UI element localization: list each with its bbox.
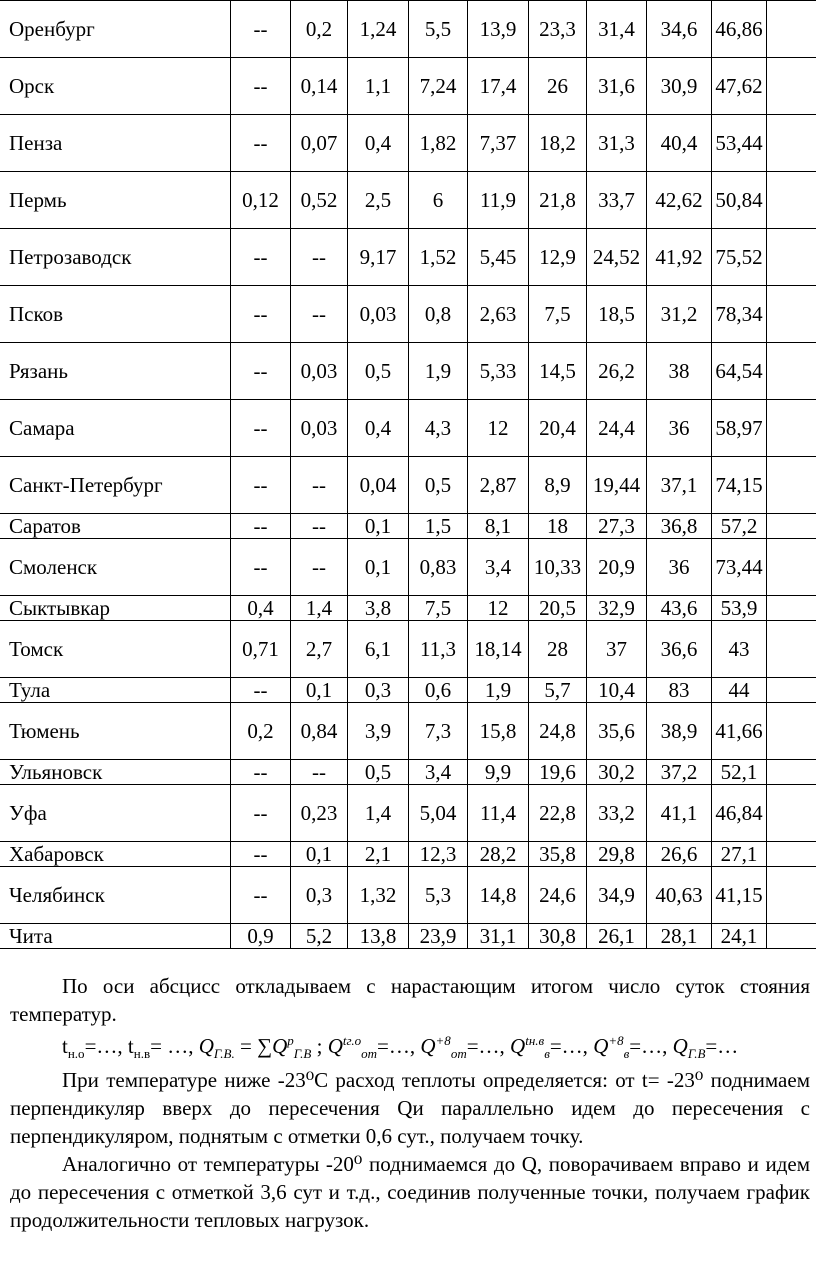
- value-cell: 21,8: [529, 172, 587, 229]
- formula-sup: +8: [435, 1033, 451, 1048]
- formula-text: =…,: [466, 1034, 511, 1058]
- empty-cell: [767, 457, 816, 514]
- value-cell: 6,1: [348, 621, 409, 678]
- empty-cell: [767, 400, 816, 457]
- empty-cell: [767, 115, 816, 172]
- value-cell: 0,07: [291, 115, 348, 172]
- value-cell: 24,52: [587, 229, 647, 286]
- value-cell: --: [291, 514, 348, 539]
- city-cell: Рязань: [0, 343, 231, 400]
- value-cell: 36: [647, 539, 712, 596]
- value-cell: --: [231, 343, 291, 400]
- formula-q: Q: [593, 1034, 609, 1058]
- value-cell: 5,7: [529, 678, 587, 703]
- empty-cell: [767, 539, 816, 596]
- empty-cell: [767, 842, 816, 867]
- value-cell: 20,9: [587, 539, 647, 596]
- value-cell: 0,4: [231, 596, 291, 621]
- city-cell: Томск: [0, 621, 231, 678]
- value-cell: 38,9: [647, 703, 712, 760]
- formula-sub: Г.В: [293, 1046, 312, 1062]
- formula-q: Q: [272, 1034, 288, 1058]
- value-cell: --: [231, 539, 291, 596]
- table-row: [0, 1, 816, 58]
- value-cell: 43: [712, 621, 767, 678]
- value-cell: 46,86: [712, 1, 767, 58]
- value-cell: 2,87: [468, 457, 529, 514]
- value-cell: 0,84: [291, 703, 348, 760]
- city-cell: Оренбург: [0, 1, 231, 58]
- value-cell: 15,8: [468, 703, 529, 760]
- formula-q: Q: [420, 1034, 436, 1058]
- value-cell: --: [231, 115, 291, 172]
- formula-sub: Г.В: [687, 1046, 706, 1062]
- value-cell: --: [291, 286, 348, 343]
- value-cell: 26,6: [647, 842, 712, 867]
- empty-cell: [767, 343, 816, 400]
- city-cell: Тула: [0, 678, 231, 703]
- table-row: [0, 621, 816, 678]
- value-cell: 6: [409, 172, 468, 229]
- value-cell: 11,4: [468, 785, 529, 842]
- value-cell: --: [291, 760, 348, 785]
- value-cell: --: [291, 457, 348, 514]
- empty-cell: [767, 621, 816, 678]
- value-cell: 12: [468, 596, 529, 621]
- value-cell: 3,4: [409, 760, 468, 785]
- value-cell: 7,5: [529, 286, 587, 343]
- value-cell: --: [291, 539, 348, 596]
- city-cell: Петрозаводск: [0, 229, 231, 286]
- value-cell: 14,5: [529, 343, 587, 400]
- formula-sub: Г.В.: [213, 1046, 235, 1062]
- table-row: [0, 286, 816, 343]
- city-cell: Орск: [0, 58, 231, 115]
- value-cell: 5,2: [291, 924, 348, 949]
- value-cell: 0,03: [291, 343, 348, 400]
- empty-cell: [767, 286, 816, 343]
- value-cell: 0,04: [348, 457, 409, 514]
- value-cell: 28,1: [647, 924, 712, 949]
- value-cell: 11,9: [468, 172, 529, 229]
- value-cell: 0,5: [348, 343, 409, 400]
- city-cell: Пенза: [0, 115, 231, 172]
- value-cell: 27,1: [712, 842, 767, 867]
- value-cell: 10,33: [529, 539, 587, 596]
- value-cell: 13,9: [468, 1, 529, 58]
- value-cell: 3,4: [468, 539, 529, 596]
- paragraph-analogous: Аналогично от температуры -20⁰ поднимаемся до Q, поворачиваем вправо и идем до пересечения с отметкой 3,6 сут и т.д., соединив полученные точки, получаем график продолжительности тепловых нагрузок.: [10, 1152, 810, 1232]
- value-cell: --: [231, 286, 291, 343]
- formula-sup: p: [287, 1033, 294, 1048]
- value-cell: 31,6: [587, 58, 647, 115]
- value-cell: 10,4: [587, 678, 647, 703]
- formula-sub: от: [361, 1046, 378, 1062]
- formula-q-gv: Q: [198, 1034, 214, 1058]
- formula-text: ;: [311, 1034, 328, 1058]
- value-cell: 74,15: [712, 457, 767, 514]
- value-cell: 1,24: [348, 1, 409, 58]
- value-cell: 0,14: [291, 58, 348, 115]
- value-cell: 0,1: [348, 514, 409, 539]
- table-row: [0, 703, 816, 760]
- value-cell: 28,2: [468, 842, 529, 867]
- city-cell: Саратов: [0, 514, 231, 539]
- table-row: [0, 539, 816, 596]
- empty-cell: [767, 760, 816, 785]
- value-cell: --: [231, 842, 291, 867]
- value-cell: --: [231, 400, 291, 457]
- value-cell: 73,44: [712, 539, 767, 596]
- empty-cell: [767, 172, 816, 229]
- table-row: [0, 343, 816, 400]
- value-cell: 50,84: [712, 172, 767, 229]
- empty-cell: [767, 58, 816, 115]
- value-cell: 0,23: [291, 785, 348, 842]
- value-cell: 7,3: [409, 703, 468, 760]
- value-cell: 12,9: [529, 229, 587, 286]
- value-cell: 17,4: [468, 58, 529, 115]
- value-cell: --: [231, 514, 291, 539]
- value-cell: 33,2: [587, 785, 647, 842]
- formula-q: Q: [510, 1034, 526, 1058]
- value-cell: 53,9: [712, 596, 767, 621]
- value-cell: 43,6: [647, 596, 712, 621]
- value-cell: 3,9: [348, 703, 409, 760]
- value-cell: 2,1: [348, 842, 409, 867]
- value-cell: 30,2: [587, 760, 647, 785]
- table-row: [0, 760, 816, 785]
- value-cell: 37,2: [647, 760, 712, 785]
- value-cell: 7,24: [409, 58, 468, 115]
- value-cell: --: [231, 867, 291, 924]
- paragraph-abscissa: По оси абсцисс откладываем с нарастающим итогом число суток стояния температур.: [10, 974, 810, 1026]
- empty-cell: [767, 596, 816, 621]
- value-cell: 83: [647, 678, 712, 703]
- formula-t-nv-sub: н.в: [133, 1046, 151, 1062]
- value-cell: 29,8: [587, 842, 647, 867]
- formula-sum: = ∑: [234, 1034, 273, 1058]
- value-cell: 19,6: [529, 760, 587, 785]
- value-cell: --: [231, 1, 291, 58]
- value-cell: 1,9: [409, 343, 468, 400]
- table-body: [0, 1, 816, 949]
- value-cell: 35,6: [587, 703, 647, 760]
- formula-sub: в: [623, 1046, 630, 1062]
- value-cell: 12,3: [409, 842, 468, 867]
- empty-cell: [767, 867, 816, 924]
- value-cell: 7,5: [409, 596, 468, 621]
- value-cell: 1,9: [468, 678, 529, 703]
- value-cell: 0,3: [291, 867, 348, 924]
- value-cell: 26: [529, 58, 587, 115]
- formula-t-no-sub: н.о: [67, 1046, 85, 1062]
- value-cell: --: [231, 760, 291, 785]
- value-cell: 0,1: [291, 842, 348, 867]
- city-cell: Тюмень: [0, 703, 231, 760]
- empty-cell: [767, 703, 816, 760]
- table-row: [0, 924, 816, 949]
- value-cell: 0,52: [291, 172, 348, 229]
- city-cell: Смоленск: [0, 539, 231, 596]
- value-cell: 0,71: [231, 621, 291, 678]
- formula-q: Q: [327, 1034, 343, 1058]
- empty-cell: [767, 229, 816, 286]
- value-cell: 7,37: [468, 115, 529, 172]
- table-row: [0, 115, 816, 172]
- value-cell: 5,45: [468, 229, 529, 286]
- value-cell: 23,3: [529, 1, 587, 58]
- value-cell: --: [231, 58, 291, 115]
- value-cell: 0,03: [291, 400, 348, 457]
- value-cell: 1,4: [291, 596, 348, 621]
- value-cell: 37,1: [647, 457, 712, 514]
- table-row: [0, 842, 816, 867]
- formula-text: =…: [705, 1034, 739, 1058]
- value-cell: 1,4: [348, 785, 409, 842]
- value-cell: 41,66: [712, 703, 767, 760]
- value-cell: 35,8: [529, 842, 587, 867]
- formula-text: =…,: [84, 1034, 128, 1058]
- value-cell: 0,9: [231, 924, 291, 949]
- value-cell: 0,12: [231, 172, 291, 229]
- value-cell: 18,5: [587, 286, 647, 343]
- value-cell: 32,9: [587, 596, 647, 621]
- city-cell: Хабаровск: [0, 842, 231, 867]
- value-cell: 36,8: [647, 514, 712, 539]
- value-cell: 24,1: [712, 924, 767, 949]
- value-cell: 5,04: [409, 785, 468, 842]
- value-cell: 8,1: [468, 514, 529, 539]
- value-cell: 31,2: [647, 286, 712, 343]
- value-cell: 34,6: [647, 1, 712, 58]
- formula-sub: от: [450, 1046, 467, 1062]
- value-cell: 3,8: [348, 596, 409, 621]
- value-cell: 75,52: [712, 229, 767, 286]
- value-cell: 13,8: [348, 924, 409, 949]
- value-cell: 22,8: [529, 785, 587, 842]
- value-cell: 2,7: [291, 621, 348, 678]
- formula-text: = …,: [150, 1034, 199, 1058]
- formula-t-no: t: [62, 1034, 68, 1058]
- value-cell: 58,97: [712, 400, 767, 457]
- value-cell: 1,1: [348, 58, 409, 115]
- city-cell: Сыктывкар: [0, 596, 231, 621]
- value-cell: 37: [587, 621, 647, 678]
- value-cell: 40,63: [647, 867, 712, 924]
- table-row: [0, 457, 816, 514]
- city-cell: Чита: [0, 924, 231, 949]
- value-cell: 36: [647, 400, 712, 457]
- value-cell: 31,3: [587, 115, 647, 172]
- value-cell: 0,2: [291, 1, 348, 58]
- city-cell: Пермь: [0, 172, 231, 229]
- value-cell: --: [231, 229, 291, 286]
- value-cell: 18,14: [468, 621, 529, 678]
- value-cell: 18: [529, 514, 587, 539]
- table-row: [0, 678, 816, 703]
- value-cell: 8,9: [529, 457, 587, 514]
- city-cell: Самара: [0, 400, 231, 457]
- table-row: [0, 596, 816, 621]
- value-cell: 46,84: [712, 785, 767, 842]
- value-cell: --: [231, 785, 291, 842]
- formula-q: Q: [672, 1034, 688, 1058]
- value-cell: 26,1: [587, 924, 647, 949]
- value-cell: 57,2: [712, 514, 767, 539]
- value-cell: 0,6: [409, 678, 468, 703]
- value-cell: 38: [647, 343, 712, 400]
- value-cell: 14,8: [468, 867, 529, 924]
- city-cell: Челябинск: [0, 867, 231, 924]
- value-cell: 1,5: [409, 514, 468, 539]
- value-cell: 19,44: [587, 457, 647, 514]
- value-cell: 0,1: [291, 678, 348, 703]
- value-cell: --: [291, 229, 348, 286]
- value-cell: 24,6: [529, 867, 587, 924]
- value-cell: 5,3: [409, 867, 468, 924]
- value-cell: 0,5: [409, 457, 468, 514]
- value-cell: 26,2: [587, 343, 647, 400]
- value-cell: 24,8: [529, 703, 587, 760]
- formula-text: =…,: [549, 1034, 594, 1058]
- value-cell: 40,4: [647, 115, 712, 172]
- table-row: [0, 867, 816, 924]
- city-cell: Ульяновск: [0, 760, 231, 785]
- value-cell: 41,1: [647, 785, 712, 842]
- value-cell: 0,8: [409, 286, 468, 343]
- table-row: [0, 785, 816, 842]
- value-cell: 1,32: [348, 867, 409, 924]
- value-cell: 42,62: [647, 172, 712, 229]
- empty-cell: [767, 785, 816, 842]
- paragraph-below-23: При температуре ниже -23⁰С расход теплоты определяется: от t= -23⁰ поднимаем перпендикуляр вверх до пересечения Qи параллельно идем до пересечения с перпендикуляром, поднятым с отметки 0,6 сут., получаем точку.: [10, 1068, 810, 1148]
- empty-cell: [767, 924, 816, 949]
- value-cell: 9,17: [348, 229, 409, 286]
- value-cell: 0,03: [348, 286, 409, 343]
- value-cell: 24,4: [587, 400, 647, 457]
- value-cell: 33,7: [587, 172, 647, 229]
- value-cell: 31,4: [587, 1, 647, 58]
- city-cell: Псков: [0, 286, 231, 343]
- value-cell: 52,1: [712, 760, 767, 785]
- value-cell: 36,6: [647, 621, 712, 678]
- empty-cell: [767, 1, 816, 58]
- value-cell: 47,62: [712, 58, 767, 115]
- value-cell: 0,4: [348, 115, 409, 172]
- value-cell: 34,9: [587, 867, 647, 924]
- formula-sup: tг.о: [342, 1033, 362, 1048]
- value-cell: 12: [468, 400, 529, 457]
- value-cell: --: [231, 457, 291, 514]
- value-cell: 53,44: [712, 115, 767, 172]
- value-cell: 41,15: [712, 867, 767, 924]
- table-row: [0, 172, 816, 229]
- value-cell: 0,1: [348, 539, 409, 596]
- value-cell: 31,1: [468, 924, 529, 949]
- value-cell: 20,5: [529, 596, 587, 621]
- city-cell: Уфа: [0, 785, 231, 842]
- value-cell: 41,92: [647, 229, 712, 286]
- value-cell: 30,9: [647, 58, 712, 115]
- value-cell: 1,82: [409, 115, 468, 172]
- value-cell: 2,5: [348, 172, 409, 229]
- empty-cell: [767, 514, 816, 539]
- value-cell: 78,34: [712, 286, 767, 343]
- value-cell: 23,9: [409, 924, 468, 949]
- value-cell: 28: [529, 621, 587, 678]
- body-text: [10, 972, 810, 1234]
- value-cell: 0,2: [231, 703, 291, 760]
- formula-sup: +8: [608, 1033, 624, 1048]
- value-cell: 27,3: [587, 514, 647, 539]
- table-row: [0, 58, 816, 115]
- formula-text: =…,: [377, 1034, 421, 1058]
- formula-sup: tн.в: [525, 1033, 545, 1048]
- table-row: [0, 229, 816, 286]
- value-cell: 5,33: [468, 343, 529, 400]
- formula-t-nv: t: [127, 1034, 134, 1058]
- table-row: [0, 514, 816, 539]
- value-cell: 11,3: [409, 621, 468, 678]
- value-cell: 9,9: [468, 760, 529, 785]
- value-cell: 1,52: [409, 229, 468, 286]
- value-cell: 4,3: [409, 400, 468, 457]
- value-cell: 44: [712, 678, 767, 703]
- value-cell: 20,4: [529, 400, 587, 457]
- empty-cell: [767, 678, 816, 703]
- value-cell: 30,8: [529, 924, 587, 949]
- value-cell: 64,54: [712, 343, 767, 400]
- value-cell: 0,3: [348, 678, 409, 703]
- formula-text: =…,: [629, 1034, 673, 1058]
- value-cell: 0,4: [348, 400, 409, 457]
- value-cell: --: [231, 678, 291, 703]
- value-cell: 2,63: [468, 286, 529, 343]
- formula-line: [62, 1032, 810, 1060]
- value-cell: 0,5: [348, 760, 409, 785]
- value-cell: 18,2: [529, 115, 587, 172]
- formula-sub: в: [544, 1046, 550, 1062]
- value-cell: 5,5: [409, 1, 468, 58]
- value-cell: 0,83: [409, 539, 468, 596]
- table-row: [0, 400, 816, 457]
- city-cell: Санкт-Петербург: [0, 457, 231, 514]
